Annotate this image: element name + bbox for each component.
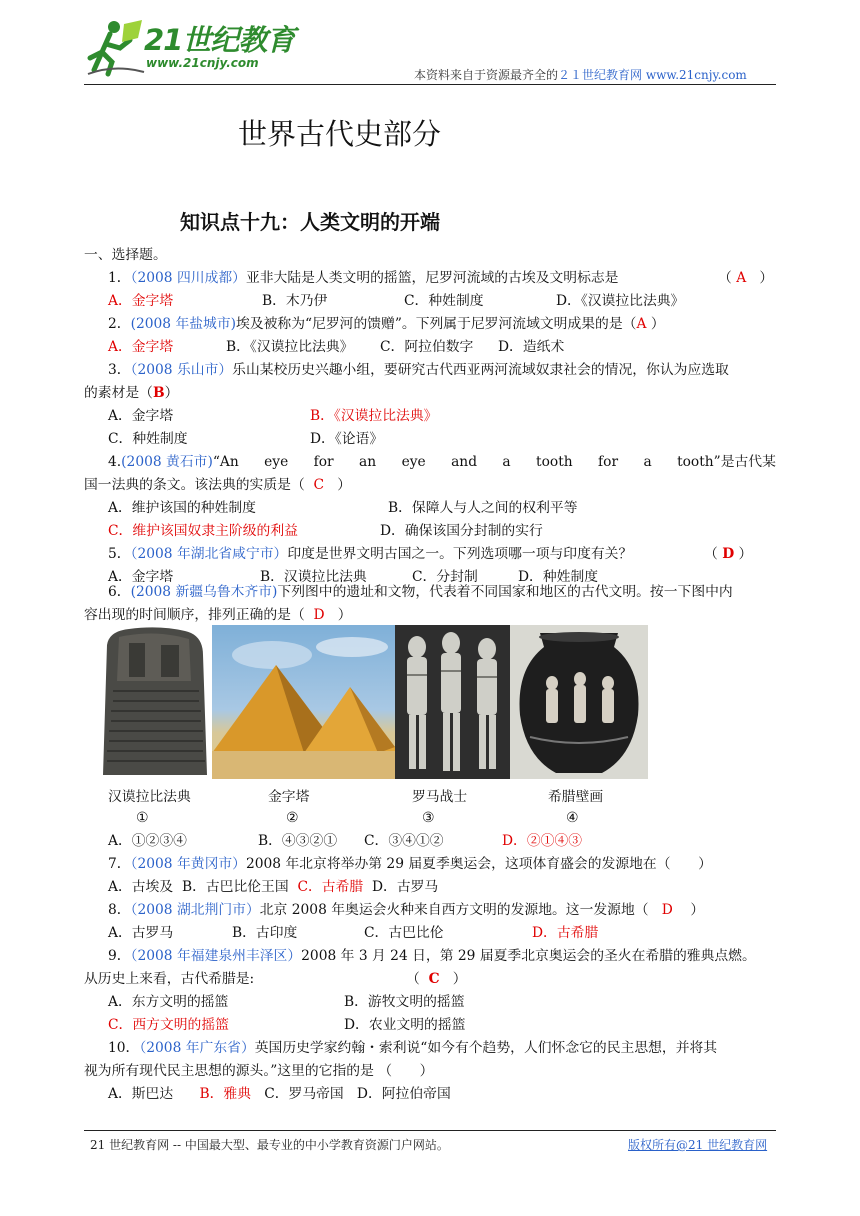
- option-8d: D．古希腊: [532, 925, 599, 941]
- question-3-stem-cont: 的素材是（B）: [84, 385, 179, 401]
- header-site-link[interactable]: ２１世纪教育网 www.21cnjy.com: [558, 68, 747, 82]
- question-1-answer: （ A ）: [718, 270, 774, 286]
- option-4b: B．保障人与人之间的权利平等: [388, 500, 578, 516]
- option-1a: A．金字塔: [108, 293, 174, 309]
- question-10-stem-cont: 视为所有现代民主思想的源头。”这里的它指的是 （ ）: [84, 1063, 434, 1079]
- caption-2: 金字塔: [268, 789, 310, 805]
- question-4-stem-cont: 国一法典的条文。该法典的实质是（ C ）: [84, 477, 352, 493]
- hammurabi-code-stele-image: [99, 625, 212, 779]
- option-9d: D．农业文明的摇篮: [344, 1017, 466, 1033]
- caption-3: 罗马战士: [412, 789, 468, 805]
- footer-text: 21 世纪教育网 -- 中国最大型、最专业的中小学教育资源门户网站。: [90, 1138, 449, 1152]
- question-10-options: [108, 1085, 451, 1103]
- marker-2: ②: [286, 810, 299, 826]
- option-1b: B．木乃伊: [262, 293, 328, 309]
- header-note-prefix: 本资料来自于资源最齐全的: [414, 68, 559, 82]
- question-9-stem-cont: 从历史上来看，古代希腊是:: [84, 971, 255, 987]
- page-title: 世界古代史部分: [238, 117, 442, 151]
- option-8b: B．古印度: [232, 925, 298, 941]
- question-7-options: [108, 878, 438, 896]
- logo-url: www.21cnjy.com: [146, 56, 259, 70]
- runner-logo-icon: [84, 18, 148, 78]
- option-2a: A．金字塔: [108, 339, 174, 355]
- footer-divider: [84, 1130, 776, 1131]
- option-8c: C．古巴比伦: [364, 925, 444, 941]
- caption-1: 汉谟拉比法典: [108, 789, 191, 805]
- page-header: [0, 0, 860, 90]
- logo-wordmark: 21世纪教育: [144, 23, 295, 57]
- option-2c: C．阿拉伯数字: [380, 339, 474, 355]
- option-9a: A．东方文明的摇篮: [108, 994, 229, 1010]
- option-2b: B．《汉谟拉比法典》: [226, 339, 354, 355]
- option-6d: D．②①④③: [502, 833, 583, 849]
- option-10a: A．斯巴达: [108, 1086, 174, 1102]
- question-8-stem: 8．（2008 湖北荆门市）北京 2008 年奥运会火种来自西方文明的发源地。这一发源地（ D ）: [108, 902, 705, 918]
- option-7b: B．古巴比伦王国: [181, 879, 289, 895]
- question-9-answer: （ C ）: [406, 971, 467, 987]
- marker-1: ①: [136, 810, 149, 826]
- question-2-stem: 2．(2008 年盐城市)埃及被称为“尼罗河的馈赠”。下列属于尼罗河流域文明成果的是（A ）: [108, 316, 665, 332]
- question-source: （2008 四川成都）: [130, 270, 246, 286]
- option-10d: D．阿拉伯帝国: [356, 1086, 451, 1102]
- question-6-stem-cont: 容出现的时间顺序，排列正确的是（ D ）: [84, 607, 352, 623]
- option-7a: A．古埃及: [108, 879, 174, 895]
- caption-4: 希腊壁画: [548, 789, 604, 805]
- question-1-stem: 1．（2008 四川成都）亚非大陆是人类文明的摇篮，尼罗河流域的古埃及文明标志是: [108, 270, 619, 286]
- question-6-stem: 6．(2008 新疆乌鲁木齐市)下列图中的遗址和文物，代表着不同国家和地区的古代文明。按一下图中内: [108, 584, 733, 600]
- option-5b: B．汉谟拉比法典: [260, 569, 367, 585]
- part-label: 一、选择题。: [84, 247, 167, 263]
- option-5c: C．分封制: [412, 569, 478, 585]
- option-4c: C．维护该国奴隶主阶级的利益: [108, 523, 298, 539]
- option-1d: D．《汉谟拉比法典》: [556, 293, 685, 309]
- roman-soldiers-image: [395, 625, 510, 779]
- option-4a: A．维护该国的种姓制度: [108, 500, 256, 516]
- option-3b: B．《汉谟拉比法典》: [310, 408, 438, 424]
- option-5d: D．种姓制度: [518, 569, 599, 585]
- question-10-stem: 10．（2008 年广东省）英国历史学家约翰・索利说“如今有个趋势，人们怀念它的民主思想，并将其: [108, 1040, 718, 1056]
- greek-vase-painting-image: [510, 625, 648, 779]
- option-5a: A．金字塔: [108, 569, 174, 585]
- option-7d: D．古罗马: [371, 879, 439, 895]
- question-5-stem: 5．（2008 年湖北省咸宁市）印度是世界文明古国之一。下列选项哪一项与印度有关？: [108, 546, 633, 562]
- header-source-note: [414, 66, 747, 83]
- option-3d: D．《论语》: [310, 431, 384, 447]
- option-3c: C．种姓制度: [108, 431, 188, 447]
- option-10c: C．罗马帝国: [264, 1086, 344, 1102]
- question-3-stem: 3．（2008 乐山市）乐山某校历史兴趣小组，要研究古代西亚两河流域奴隶社会的情况，你认为应选取: [108, 362, 729, 378]
- option-10b: B．雅典: [199, 1086, 252, 1102]
- header-divider: [84, 84, 776, 85]
- site-logo[interactable]: [84, 18, 295, 82]
- option-9c: C．西方文明的摇篮: [108, 1017, 229, 1033]
- footer-copyright-link[interactable]: 版权所有@21 世纪教育网: [628, 1138, 768, 1152]
- option-9b: B．游牧文明的摇篮: [344, 994, 465, 1010]
- question-5-answer: （ D ）: [704, 546, 753, 562]
- section-title: 知识点十九：人类文明的开端: [180, 210, 440, 234]
- question-7-stem: 7．（2008 年黄冈市）2008 年北京将举办第 29 届夏季奥运会，这项体育盛会的发源地在（ ）: [108, 856, 712, 872]
- option-8a: A．古罗马: [108, 925, 174, 941]
- option-3a: A．金字塔: [108, 408, 174, 424]
- option-4d: D．确保该国分封制的实行: [380, 523, 543, 539]
- option-1c: C．种姓制度: [404, 293, 484, 309]
- marker-3: ③: [422, 810, 435, 826]
- question-9-stem: 9．（2008 年福建泉州丰泽区）2008 年 3 月 24 日，第 29 届夏季北京奥运会的圣火在希腊的雅典点燃。: [108, 948, 756, 964]
- option-6c: C．③④①②: [364, 833, 444, 849]
- marker-4: ④: [566, 810, 579, 826]
- option-6b: B．④③②①: [258, 833, 338, 849]
- option-7c: C．古希腊: [297, 879, 364, 895]
- option-2d: D．造纸术: [498, 339, 565, 355]
- option-6a: A．①②③④: [108, 833, 187, 849]
- question-4-stem: 4.(2008 黄石市)“An eye for an eye and a tooth for a tooth”是古代某: [108, 454, 776, 470]
- pyramids-image: [212, 625, 395, 779]
